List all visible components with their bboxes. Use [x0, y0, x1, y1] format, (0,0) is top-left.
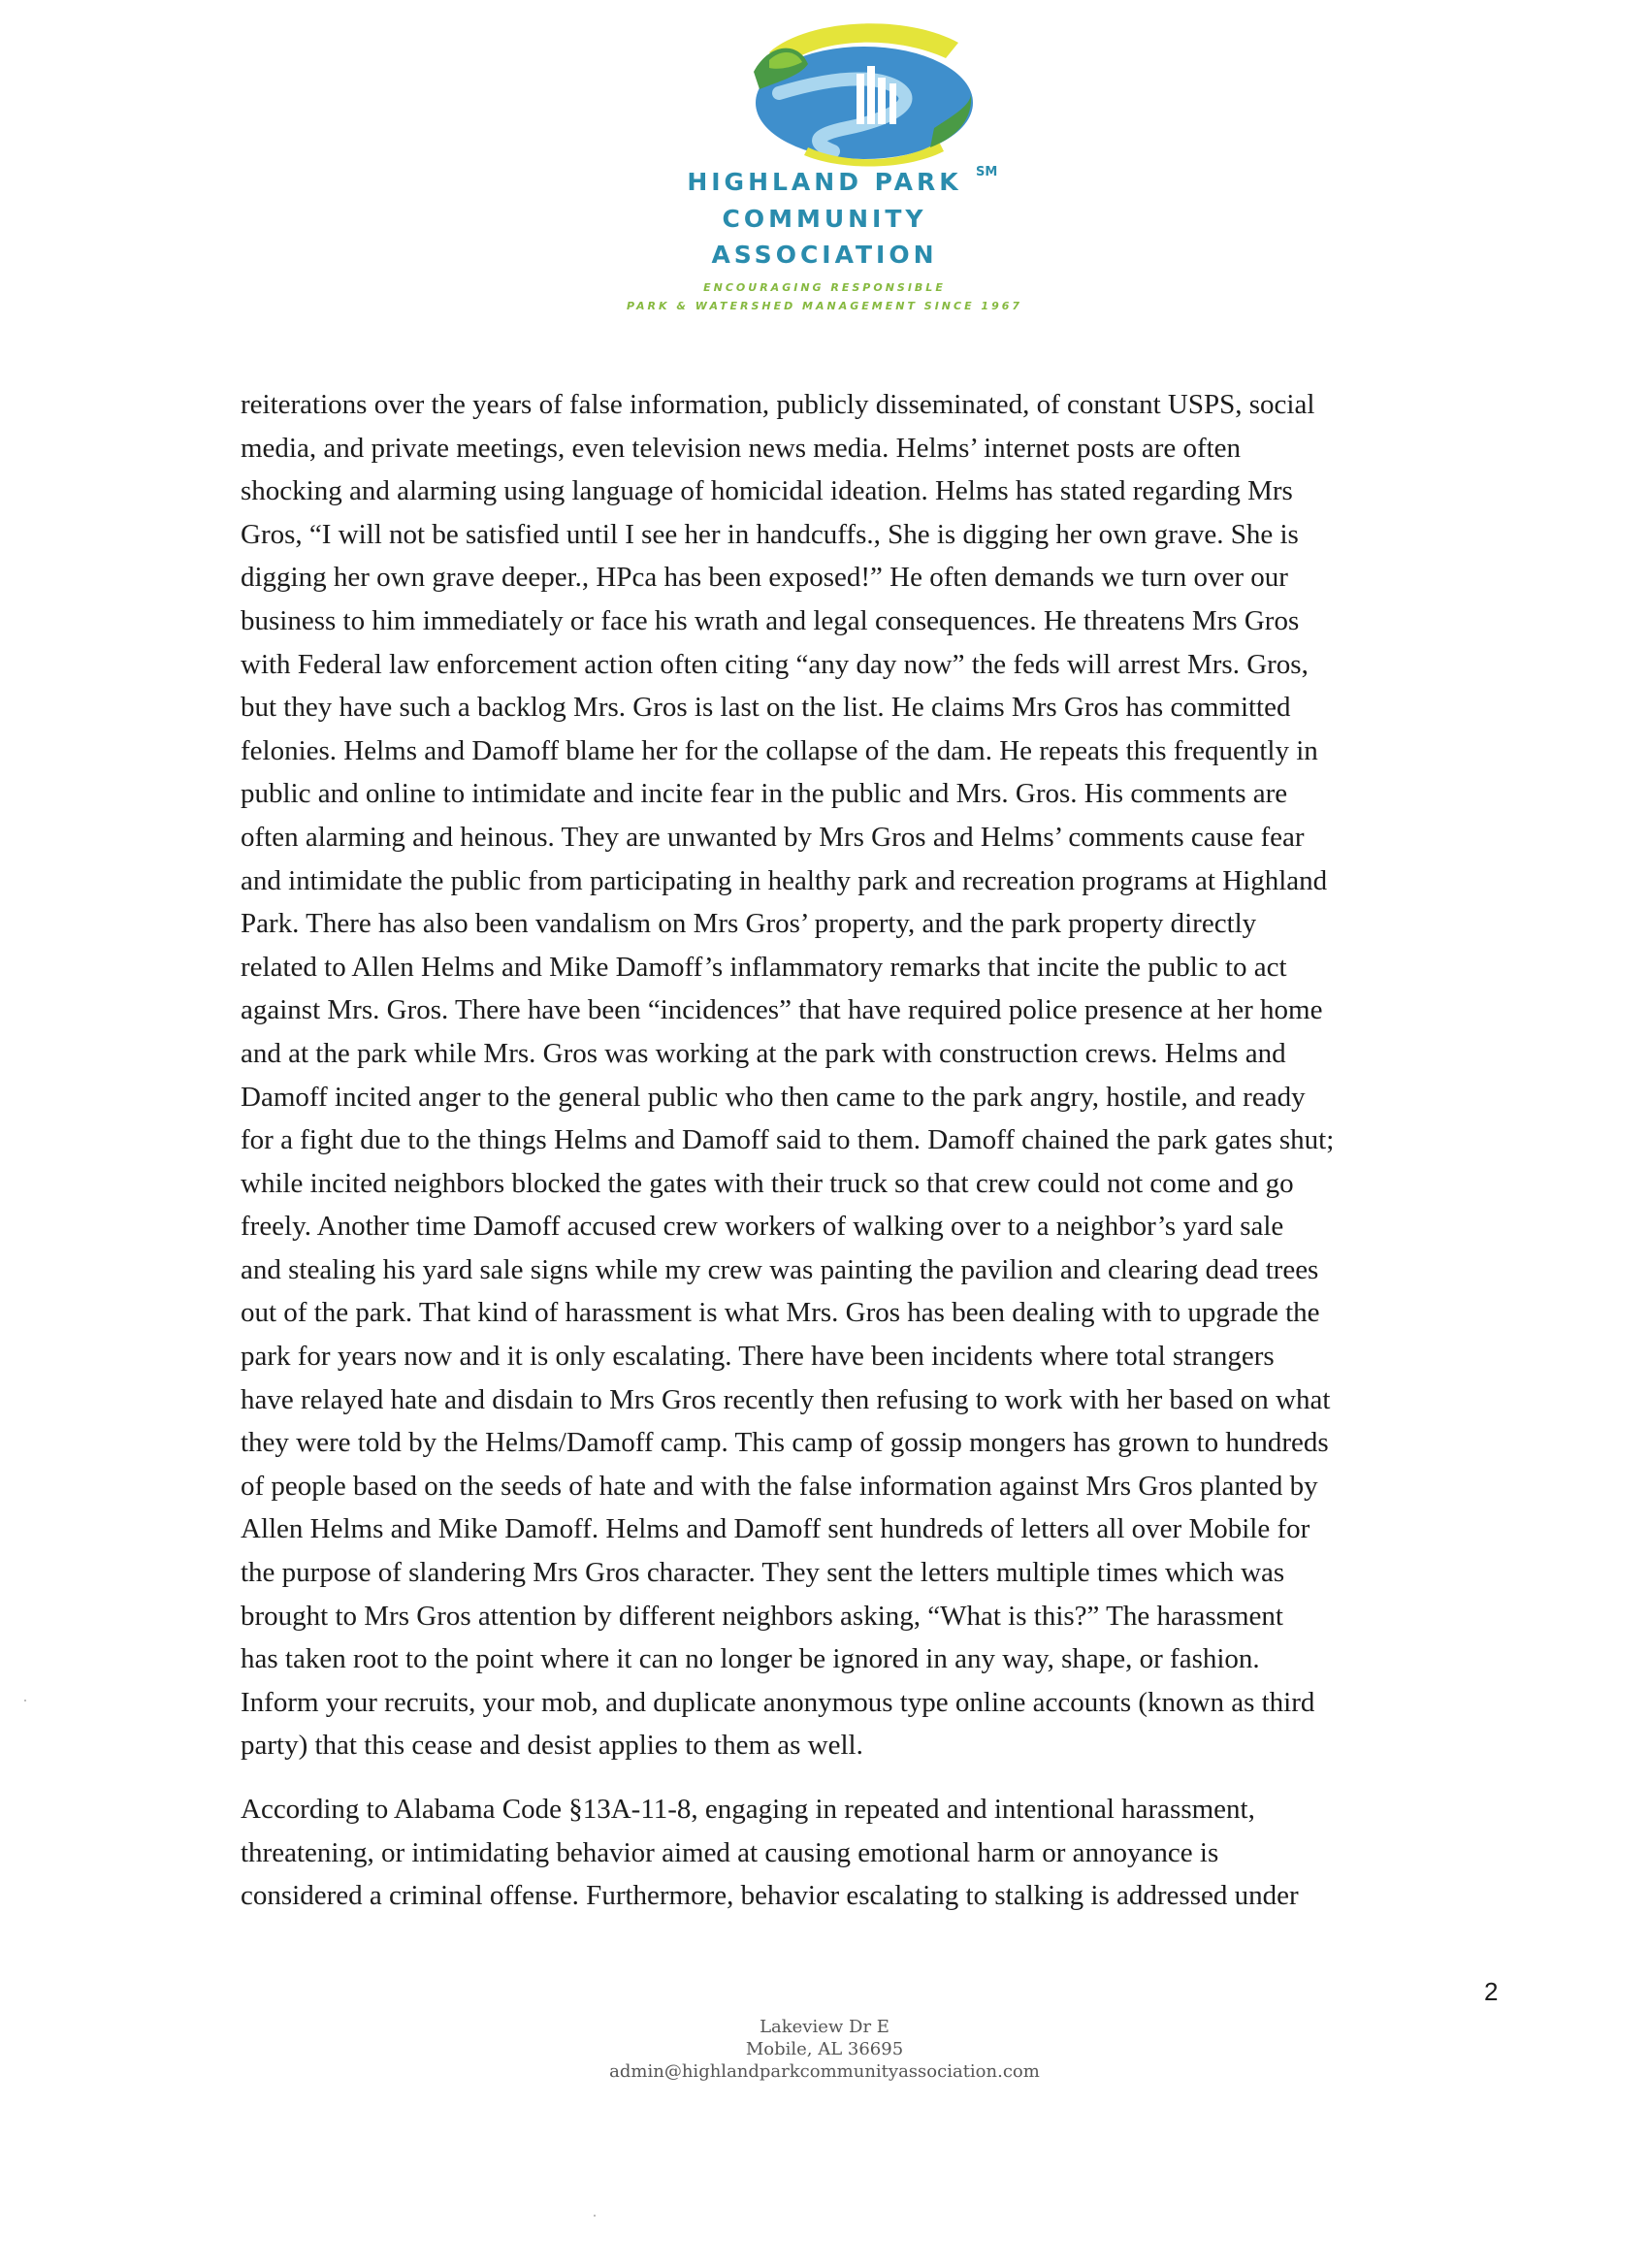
tagline-line2: PARK & WATERSHED MANAGEMENT SINCE 1967 — [626, 300, 1023, 312]
text-line: Damoff incited anger to the general public who then came to the park angry, hostile, and ready — [241, 1081, 1306, 1113]
text-line: Gros, “I will not be satisfied until I see her in handcuffs., She is digging her own grave. She is — [241, 518, 1299, 550]
text-line: Allen Helms and Mike Damoff. Helms and Damoff sent hundreds of letters all over Mobile for — [241, 1513, 1310, 1545]
footer-city: Mobile, AL 36695 — [745, 2039, 904, 2059]
page-number: 2 — [1484, 1977, 1499, 2006]
text-line: Inform your recruits, your mob, and duplicate anonymous type online accounts (known as third — [241, 1686, 1315, 1718]
org-name-line3: ASSOCIATION — [711, 241, 938, 269]
text-line: of people based on the seeds of hate and with the false information against Mrs Gros planted by — [241, 1470, 1318, 1502]
text-line: Park. There has also been vandalism on Mrs Gros’ property, and the park property directly — [241, 908, 1257, 940]
text-line: According to Alabama Code §13A-11-8, engaging in repeated and intentional harassment, — [241, 1794, 1255, 1825]
text-line: business to him immediately or face his wrath and legal consequences. He threatens Mrs Gros — [241, 604, 1300, 636]
text-line: against Mrs. Gros. There have been “incidences” that have required police presence at her home — [241, 994, 1323, 1026]
text-line: threatening, or intimidating behavior aimed at causing emotional harm or annoyance is — [241, 1836, 1219, 1868]
text-line: media, and private meetings, even television news media. Helms’ internet posts are often — [241, 432, 1242, 464]
text-line: and at the park while Mrs. Gros was working at the park with construction crews. Helms and — [241, 1037, 1286, 1069]
text-line: for a fight due to the things Helms and Damoff said to them. Damoff chained the park gates shut; — [241, 1124, 1335, 1156]
text-line: party) that this cease and desist applies to them as well. — [241, 1730, 863, 1762]
text-line: but they have such a backlog Mrs. Gros is last on the list. He claims Mrs Gros has committed — [241, 692, 1291, 724]
scan-speck — [24, 1700, 26, 1701]
footer-address — [0, 2016, 1649, 2083]
text-line: public and online to intimidate and incite fear in the public and Mrs. Gros. His comments are — [241, 778, 1288, 810]
text-line: felonies. Helms and Damoff blame her for the collapse of the dam. He repeats this frequently in — [241, 734, 1318, 766]
org-name-line1: HIGHLAND PARK — [687, 168, 962, 196]
text-line: shocking and alarming using language of homicidal ideation. Helms has stated regarding Mrs — [241, 475, 1293, 507]
org-name-line2: COMMUNITY — [722, 205, 927, 233]
text-line: and intimidate the public from participating in healthy park and recreation programs at Highland — [241, 864, 1328, 896]
text-line: freely. Another time Damoff accused crew workers of walking over to a neighbor’s yard sale — [241, 1211, 1284, 1243]
text-line: and stealing his yard sale signs while my crew was painting the pavilion and clearing dead trees — [241, 1253, 1319, 1285]
text-line: the purpose of slandering Mrs Gros character. They sent the letters multiple times which was — [241, 1557, 1285, 1589]
text-line: brought to Mrs Gros attention by different neighbors asking, “What is this?” The harassment — [241, 1600, 1283, 1632]
lake-and-dam-logo-icon — [740, 14, 983, 169]
text-line: considered a criminal offense. Furthermore, behavior escalating to stalking is addressed under — [241, 1880, 1299, 1912]
letter-body — [241, 383, 1502, 1918]
text-line: related to Allen Helms and Mike Damoff’s inflammatory remarks that incite the public to act — [241, 951, 1287, 983]
paragraph-spacer — [241, 1767, 1502, 1788]
text-line: out of the park. That kind of harassment is what Mrs. Gros has been dealing with to upgrade the — [241, 1297, 1320, 1329]
letterhead — [0, 14, 1649, 324]
text-line: often alarming and heinous. They are unwanted by Mrs Gros and Helms’ comments cause fear — [241, 821, 1305, 853]
service-mark: SM — [976, 165, 998, 179]
text-line: they were told by the Helms/Damoff camp. This camp of gossip mongers has grown to hundreds — [241, 1427, 1329, 1459]
text-line: while incited neighbors blocked the gates with their truck so that crew could not come and go — [241, 1167, 1294, 1199]
text-line: digging her own grave deeper., HPca has been exposed!” He often demands we turn over our — [241, 562, 1288, 594]
text-line: have relayed hate and disdain to Mrs Gros recently then refusing to work with her based on what — [241, 1383, 1331, 1415]
paragraph — [241, 1788, 1502, 1918]
text-line: with Federal law enforcement action often citing “any day now” the feds will arrest Mrs. Gros, — [241, 648, 1309, 680]
text-line: park for years now and it is only escalating. There have been incidents where total strangers — [241, 1341, 1275, 1373]
footer-street: Lakeview Dr E — [760, 2017, 889, 2037]
text-line: reiterations over the years of false information, publicly disseminated, of constant USPS, social — [241, 389, 1315, 420]
tagline-line1: ENCOURAGING RESPONSIBLE — [703, 281, 946, 294]
scan-speck — [594, 2215, 596, 2217]
text-line: has taken root to the point where it can no longer be ignored in any way, shape, or fashion. — [241, 1643, 1260, 1675]
footer-email: admin@highlandparkcommunityassociation.com — [609, 2061, 1040, 2082]
paragraph — [241, 383, 1502, 1767]
